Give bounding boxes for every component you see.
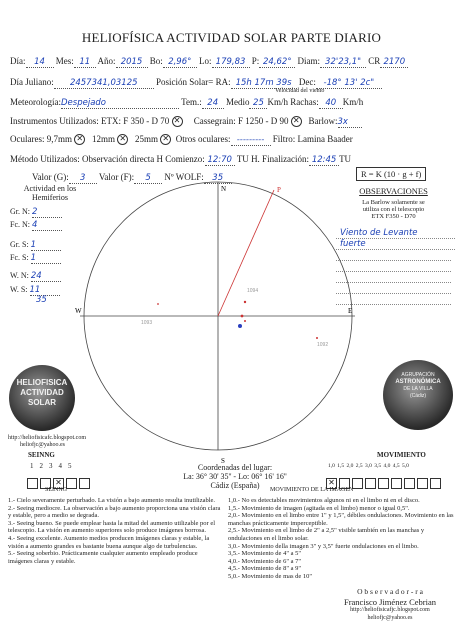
mov-num-5: 3,0	[365, 463, 372, 469]
seeing-box-5[interactable]	[79, 478, 90, 489]
page-title: HELIOFÍSICA ACTIVIDAD SOLAR PARTE DIARIO	[81, 30, 382, 45]
barlow-note-line-3: ETX F350 - D70	[371, 213, 416, 220]
logo-right-line-4: (Cádiz)	[409, 393, 427, 399]
mov-item-5: 3,0.- Movimiento della imagen 3" y 3,5" fuerte ondulaciones en el limbo.	[228, 542, 419, 550]
kmh-label: Km/h	[267, 97, 288, 107]
instruments-label: Instrumentos Utilizados:	[10, 116, 99, 126]
fc-s	[10, 253, 61, 264]
mov-item-3: 2,0.- Movimiento en el limbo entre 1" y 1,5", débiles ondulaciones. Movimiento en las manchas prácticamente imperceptible.	[228, 512, 454, 527]
mov-item-2: 1,5.- Movimiento de imagen (agitada en el limbo) menor o igual 0,5".	[228, 504, 410, 512]
sunspot-group-a	[241, 315, 244, 318]
mov-item-4: 2,5.- Movimiento en el limbo de 2" a 2,5" visible también en las manchas y ondulaciones en el limbo solar.	[228, 527, 425, 542]
seeing-item-3: 3.- Seeing bueno. Se puede emplear hasta la mitad del aumento utilizable por el telescopio. La visión en aumento superiores solo produce imágenes borrosa.	[8, 519, 216, 535]
w-total-value: 35	[36, 295, 47, 305]
left-email[interactable]: heliofjc@yahoo.es	[20, 442, 66, 448]
mov-num-4: 2,5	[355, 463, 363, 469]
ocular-2-label: 12mm	[92, 134, 116, 144]
g-label: Valor (G):	[32, 172, 69, 182]
barlow-label: Barlow:	[308, 116, 338, 126]
medio-label: Medio	[225, 97, 250, 107]
mov-box-1[interactable]: ✕	[326, 478, 337, 489]
otros-value[interactable]: ---------	[231, 134, 271, 146]
tem-label: Tem.:	[181, 97, 202, 107]
observer-email[interactable]: heliofjc@yahoo.es	[367, 615, 413, 621]
seeing-list	[8, 497, 223, 565]
w-s-label: W. S:	[10, 285, 28, 294]
bo-label: Bo:	[149, 56, 163, 66]
fc-s-label: Fc. S:	[10, 253, 29, 262]
mov-item-6: 3,5.- Movimiento de 4" a 5"	[228, 550, 302, 558]
fc-n-label: Fc. N:	[10, 220, 30, 229]
filtro-label: Filtro: Lamina Baader	[272, 134, 353, 144]
group-label-1092: 1092	[317, 342, 329, 348]
seeing-title: SEINNG	[28, 451, 55, 459]
mov-num-6: 3,5	[374, 463, 382, 469]
cr-value[interactable]: 2170	[380, 56, 408, 68]
ocular-2-check[interactable]: ✕	[117, 134, 128, 145]
seeing-num-3: 3	[49, 462, 59, 470]
fc-n-value[interactable]: 4	[32, 220, 62, 231]
hemis-title-line-1: Actividad en los	[23, 184, 77, 193]
mov-num-3: 2,0	[346, 463, 354, 469]
movimiento-title: MOVIMIENTO	[377, 451, 426, 459]
fc-s-value[interactable]: 1	[31, 253, 61, 264]
seeing-box-4[interactable]	[66, 478, 77, 489]
row-julian	[10, 77, 382, 89]
row-meteo	[10, 97, 363, 109]
disk-label-p: P	[277, 186, 281, 194]
mov-num-8: 4,5	[392, 463, 400, 469]
row-date	[10, 56, 408, 68]
mov-item-1: 1,0.- No es detectables movimientos algunos ni en el limbo ni en el disco.	[228, 497, 420, 504]
coords-value: La: 36° 30' 35'' - Lo: 06° 16' 16''	[183, 472, 287, 481]
gr-n-label: Gr. N:	[10, 207, 30, 216]
seeing-item-4: 4.- Seeing excelente. Aumento medios producen imágenes claras y estable, la visión a aumento grandes es bastante buena aunque algo de turbulencias.	[8, 534, 210, 550]
disk-label-e: E	[348, 307, 353, 315]
w-n-value[interactable]: 24	[31, 271, 61, 282]
otros-label: Otros oculares:	[175, 134, 231, 144]
seeing-num-5: 5	[68, 462, 78, 470]
w-n	[10, 271, 61, 282]
dec-label: Dec:	[298, 77, 316, 87]
lo-label: Lo:	[199, 56, 212, 66]
dia-label: Día:	[10, 56, 26, 66]
logo-left-line-2: ACTIVIDAD	[20, 388, 64, 397]
tem-value[interactable]: 24	[202, 97, 224, 109]
wolf-formula: R = K (10 · g + f)	[356, 167, 426, 181]
sunspot-group-c	[238, 324, 242, 328]
row-instruments	[10, 116, 362, 128]
movimiento-list	[228, 497, 456, 581]
w-s-value[interactable]: 11	[30, 285, 60, 296]
ra-value[interactable]: 15h 17m 39s	[231, 77, 297, 89]
mov-num-7: 4,0	[383, 463, 391, 469]
seeing-item-5: 5.- Seeing soberbio. Prácticamente cualquier aumento empleado produce imágenes claras y estable.	[8, 550, 198, 565]
seeing-num-1: 1	[30, 462, 40, 470]
diam-value[interactable]: 32'23,1"	[320, 56, 366, 68]
gr-s-label: Gr. S:	[10, 240, 29, 249]
mov-num-2: 1,5	[337, 463, 345, 469]
ocular-3-check[interactable]: ✕	[160, 134, 171, 145]
coords-place: Cádiz (España)	[210, 481, 260, 490]
disk-label-s: S	[221, 457, 225, 465]
seeing-num-2: 2	[39, 462, 49, 470]
ano-label: Año:	[97, 56, 116, 66]
ocular-3-label: 25mm	[135, 134, 159, 144]
dia-value[interactable]: 14	[26, 56, 54, 68]
mov-num-9: 5,0	[402, 463, 409, 469]
seeing-scale	[30, 462, 78, 470]
logo-right-line-2: ASTRONÓMICA	[395, 379, 441, 385]
p-value[interactable]: 24,62°	[259, 56, 295, 68]
mov-box-9[interactable]	[430, 478, 441, 489]
p-angle-line	[218, 190, 274, 316]
rachas-value[interactable]: 40	[319, 97, 343, 109]
obs-line-1: Viento de Levante	[336, 228, 455, 239]
movimiento-scale	[328, 463, 409, 469]
lo-value[interactable]: 179,83	[212, 56, 250, 68]
gr-s	[10, 240, 61, 251]
seeing-caption: SEINNG	[45, 487, 67, 493]
mov-num-1: 1,0	[328, 463, 335, 469]
agrupacion-logo	[383, 360, 453, 430]
method-label: Método Utilizados: Observación directa	[10, 154, 155, 164]
cass-check[interactable]: ✕	[291, 116, 302, 127]
observer-label: O b s e r v a d o r - r a	[357, 587, 423, 596]
ocular-1-check[interactable]: ✕	[74, 134, 85, 145]
heliofisica-logo	[9, 365, 75, 431]
seeing-box-1[interactable]	[27, 478, 38, 489]
solar-disk-drawing	[55, 180, 385, 470]
p-label: P:	[251, 56, 260, 66]
w-n-label: W. N:	[10, 271, 29, 280]
dec-value[interactable]: -18° 13' 2c"	[316, 77, 382, 89]
mov-item-9: 5,0.- Movimiento de mas de 10"	[228, 572, 313, 580]
seeing-item-1: 1.- Cielo severamente perturbado. La visión a bajo aumento resulta inutilizable.	[8, 497, 216, 504]
meteo-label: Meteorología:	[10, 97, 61, 107]
tu-label: TU	[236, 154, 249, 164]
disk-label-n: N	[221, 185, 227, 193]
f-label: Valor (F):	[98, 172, 135, 182]
mov-box-4[interactable]	[365, 478, 376, 489]
row-oculares	[10, 134, 353, 146]
seeing-box-3[interactable]: ✕	[53, 478, 64, 489]
mes-value[interactable]: 11	[74, 56, 96, 68]
barlow-note-line-2: utiliza con el telescopio	[362, 206, 425, 213]
logo-left-line-3: SOLAR	[28, 398, 56, 407]
bo-value[interactable]: 2,96°	[163, 56, 197, 68]
observer-blog[interactable]: http://heliofisicafjc.blogspot.com	[350, 607, 430, 613]
row-method	[10, 154, 351, 166]
gr-n-value[interactable]: 2	[32, 207, 62, 218]
juliano-value[interactable]: 2457341,03125	[54, 77, 154, 89]
comienzo-value[interactable]: 12:70	[205, 154, 235, 166]
sunspot-1092	[316, 337, 318, 339]
fin-value[interactable]: 12:45	[309, 154, 339, 166]
diam-label: Diam:	[297, 56, 321, 66]
mov-box-7[interactable]	[404, 478, 415, 489]
rachas-label: Rachas:	[290, 97, 319, 107]
observaciones-title: OBSERVACIONES	[359, 186, 428, 196]
comienzo-label: H Comienzo:	[156, 154, 205, 164]
seeing-num-4: 4	[58, 462, 68, 470]
observer-name: Francisco Jiménez Cebrian	[343, 597, 437, 607]
barlow-value[interactable]: 3x	[338, 116, 362, 128]
wolf-label: Nº WOLF:	[164, 172, 204, 182]
fin-label: H. Finalización:	[251, 154, 310, 164]
ra-label: Posición Solar= RA:	[156, 77, 231, 87]
barlow-note-line-1: La Barlow solamente se	[362, 199, 425, 206]
cass-label: Cassegrain: F 1250 - D 90	[193, 116, 289, 126]
gr-s-value[interactable]: 1	[31, 240, 61, 251]
coordinates	[150, 463, 320, 490]
w-s	[10, 285, 60, 296]
etx-label: ETX: F 350 - D 70	[101, 116, 170, 126]
left-blog-link[interactable]: http://heliofisicafc.blogspot.com	[8, 435, 86, 441]
logo-left-line-1: HELIOFISICA	[16, 378, 68, 387]
group-label-1094: 1094	[247, 288, 259, 294]
ocular-1-label: 9,7mm	[46, 134, 72, 144]
mov-item-8: 4,5.- Movimiento de 8" a 9"	[228, 565, 302, 573]
mov-box-8[interactable]	[417, 478, 428, 489]
observer-block	[320, 588, 460, 622]
etx-check[interactable]: ✕	[172, 116, 183, 127]
ano-value[interactable]: 2015	[116, 56, 148, 68]
seeing-item-2: 2.- Seeing mediocre. La observación a bajo aumento proporciona una visión clara y estable, pero a medio se degrada.	[8, 504, 221, 520]
mov-item-7: 4,0.- Movimiento de 6" a 7"	[228, 557, 302, 565]
logo-right-line-3: DE LA VILLA	[403, 386, 433, 392]
hemis-title-line-2: Hemiferios	[32, 193, 68, 202]
movimiento-caption: MOVIMIENTO DE LA IMAGEN	[270, 487, 354, 493]
g-value[interactable]: 3	[69, 172, 97, 184]
logo-right-line-1: AGRUPACIÓN	[401, 372, 435, 378]
cr-label: CR	[368, 56, 381, 66]
mov-box-5[interactable]	[378, 478, 389, 489]
mov-box-3[interactable]	[352, 478, 363, 489]
mov-box-6[interactable]	[391, 478, 402, 489]
sunspot-1094	[244, 301, 246, 303]
wind-caption: Velocidad del viento	[275, 88, 325, 94]
meteo-value[interactable]: Despejado	[61, 97, 179, 109]
coords-title: Coordenadas del lugar:	[197, 463, 273, 472]
sunspot-1093	[157, 303, 159, 305]
disk-label-w: W	[75, 307, 82, 315]
oculares-label: Oculares:	[10, 134, 45, 144]
medio-value[interactable]: 25	[249, 97, 267, 109]
tu-label-2: TU	[339, 154, 352, 164]
sunspot-group-b	[244, 320, 246, 322]
f-value[interactable]: 5	[134, 172, 162, 184]
wolf-value[interactable]: 35	[204, 172, 232, 184]
obs-line-2: fuerte	[336, 239, 455, 250]
mes-label: Mes:	[55, 56, 74, 66]
group-label-1093: 1093	[141, 320, 153, 326]
juliano-label: Día Juliano:	[10, 77, 54, 87]
kmh-label-2: Km/h	[342, 97, 364, 107]
